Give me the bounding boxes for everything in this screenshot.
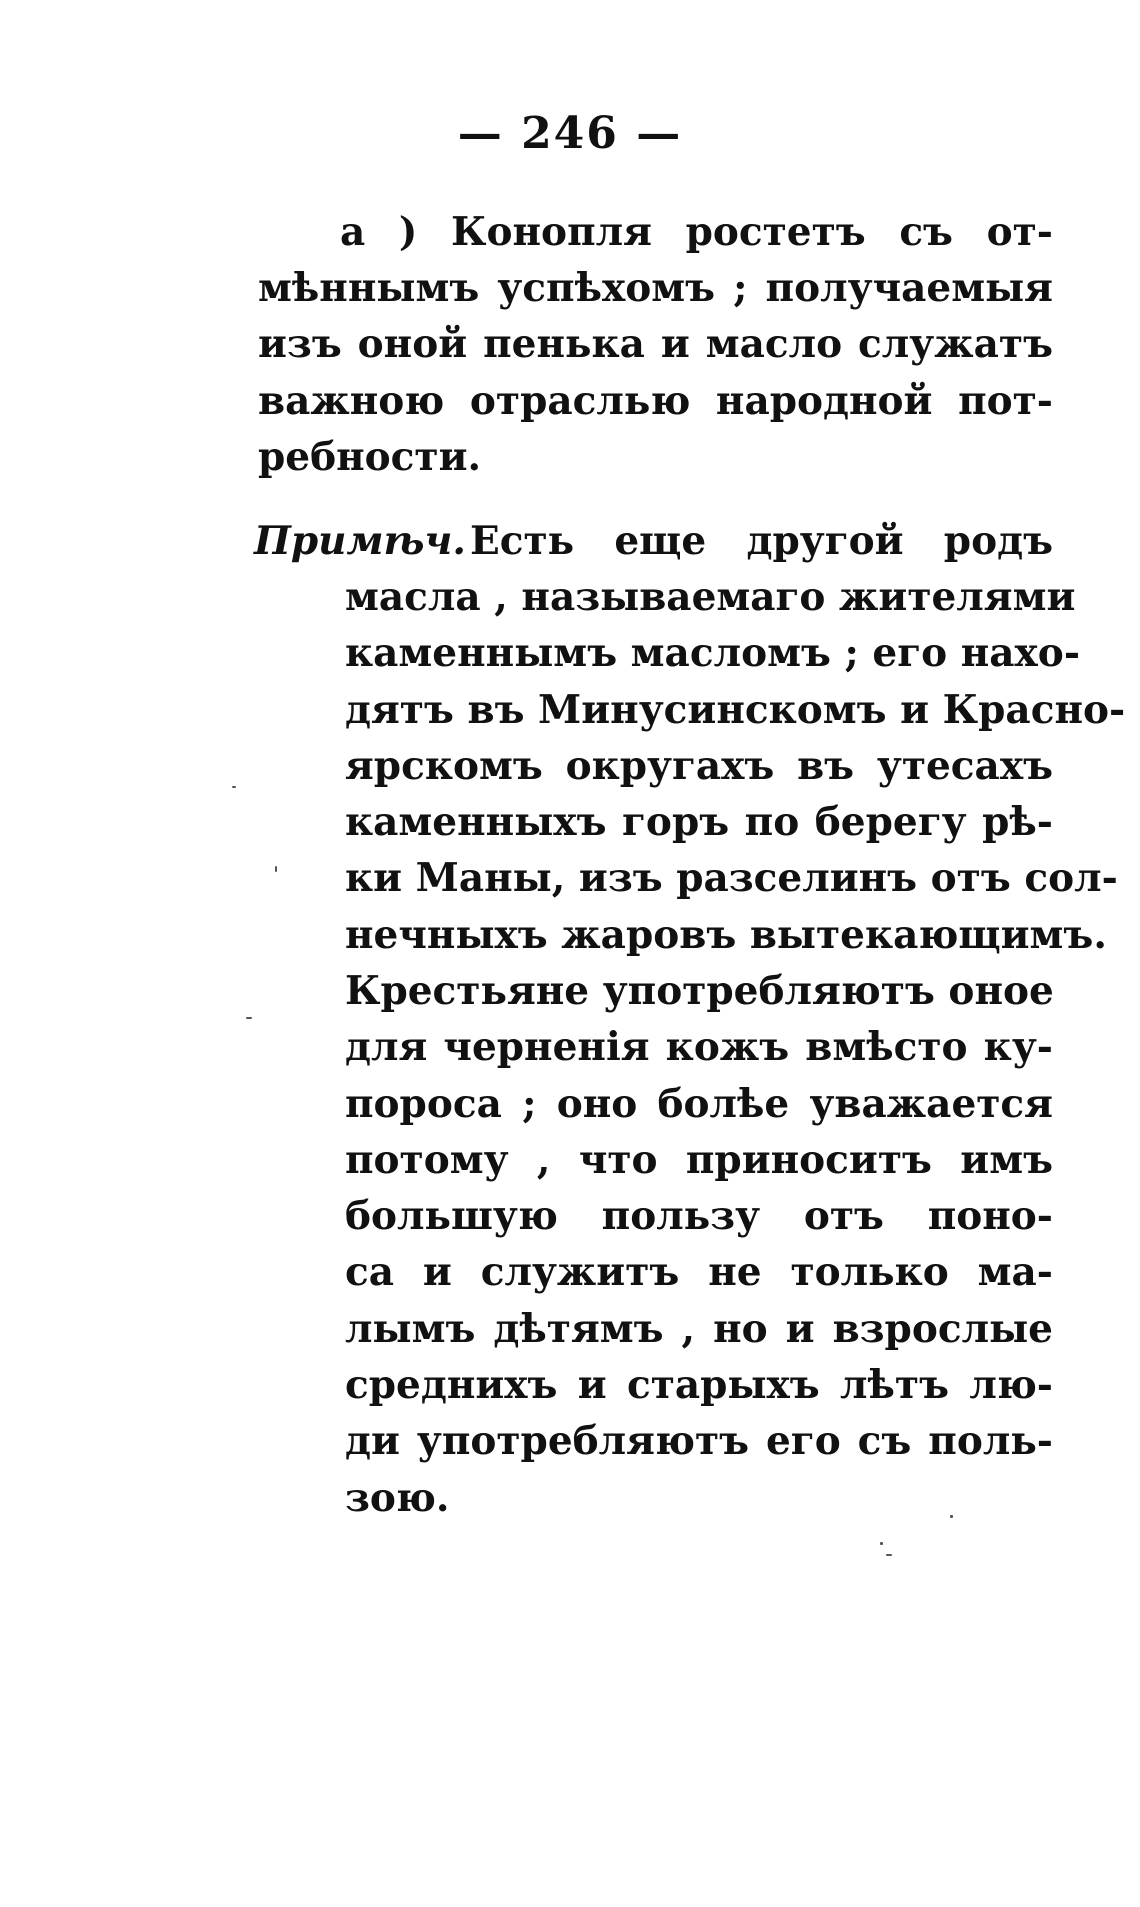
note-line: каменныхъ горъ по берегу рѣ-	[345, 799, 1053, 845]
note-line: ярскомъ округахъ въ утесахъ	[345, 743, 1053, 789]
scan-speck	[950, 1515, 953, 1518]
scan-speck	[232, 786, 236, 788]
note-line: ди употребляютъ его съ поль-	[345, 1418, 1053, 1464]
paragraph-line: мѣннымъ успѣхомъ ; получаемыя	[258, 265, 1053, 311]
note-line: масла , называемаго жителями	[345, 574, 1076, 620]
note-first-line	[254, 513, 466, 569]
scan-speck	[880, 1542, 883, 1545]
note-line: пороса ; оно болѣе уважается	[345, 1081, 1053, 1127]
paragraph-line: важною отраслью народной пот-	[258, 378, 1053, 424]
note-line: дятъ въ Минусинскомъ и Красно-	[345, 687, 1126, 733]
note-line: Крестьяне употребляютъ оное	[345, 968, 1054, 1014]
note-line: среднихъ и старыхъ лѣтъ лю-	[345, 1362, 1053, 1408]
note-line: ки Маны, изъ разселинъ отъ сол-	[345, 855, 1118, 901]
note-line: лымъ дѣтямъ , но и взрослые	[345, 1306, 1053, 1352]
page-number: — 246 —	[457, 108, 683, 159]
scan-speck	[275, 866, 277, 872]
note-line: для черненія кожъ вмѣсто ку-	[345, 1024, 1053, 1070]
note-first-line-text: Есть еще другой родъ	[470, 518, 1053, 564]
paragraph-line: ребности.	[258, 434, 482, 480]
scan-speck	[886, 1554, 892, 1556]
note-line: нечныхъ жаровъ вытекающимъ.	[345, 912, 1107, 958]
note-line: потому , что приноситъ имъ	[345, 1137, 1053, 1183]
note-label: Примѣч.	[254, 518, 466, 564]
note-line: зою.	[345, 1475, 450, 1521]
paragraph-line: a ) Конопля ростетъ съ от-	[340, 209, 1053, 255]
note-line: большую пользу отъ поно-	[345, 1193, 1053, 1239]
note-line: са и служитъ не только ма-	[345, 1249, 1053, 1295]
paragraph-line: изъ оной пенька и масло служатъ	[258, 321, 1053, 367]
scan-speck	[246, 1017, 252, 1019]
note-line: каменнымъ масломъ ; его нахо-	[345, 630, 1081, 676]
